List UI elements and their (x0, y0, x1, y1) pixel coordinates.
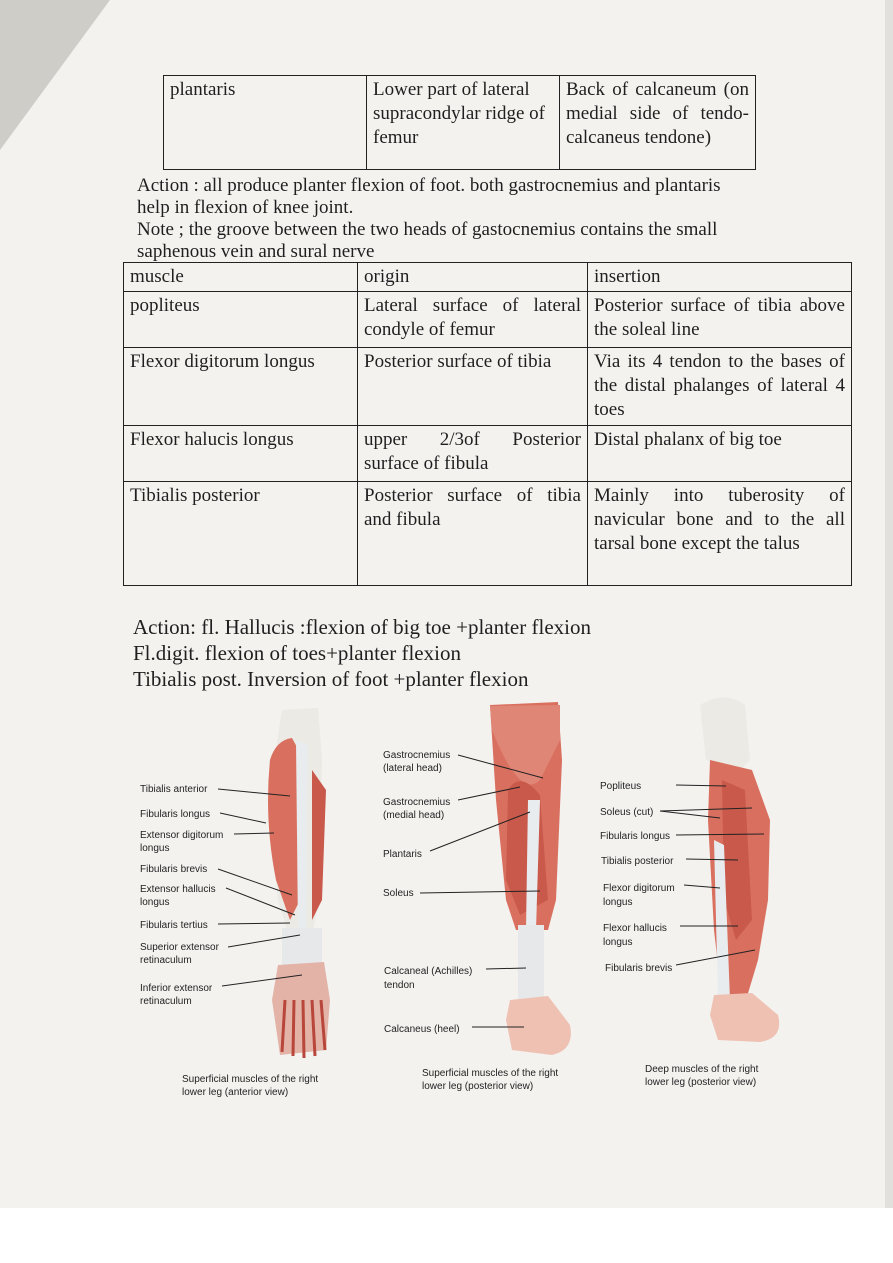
insertion-cell: Posterior surface of tibia above the soleal line (588, 292, 852, 348)
origin-cell: upper 2/3of Posterior surface of fibula (358, 426, 588, 482)
origin-cell: Lateral surface of lateral condyle of femur (358, 292, 588, 348)
action-line-tibialis: Tibialis post. Inversion of foot +planter flexion (133, 667, 529, 691)
figure-label: Calcaneal (Achilles) (384, 966, 473, 977)
figure-label: Plantaris (383, 849, 422, 860)
figure-caption: lower leg (anterior view) (182, 1087, 289, 1098)
figure-caption: Deep muscles of the right (645, 1064, 759, 1075)
muscle-cell: Flexor halucis longus (124, 426, 358, 482)
action-paragraph: Action : all produce planter flexion of foot. both gastrocnemius and plantaris help in flexion of knee joint. (137, 175, 721, 218)
origin-cell: Lower part of lateral supracondylar ridge of femur (367, 76, 560, 170)
note-paragraph: Note ; the groove between the two heads of gastocnemius contains the small saphenous vein and sural nerve (137, 219, 718, 262)
figure-caption: Superficial muscles of the right (422, 1068, 559, 1079)
figure-label: longus (140, 897, 170, 908)
figure-label: Fibularis tertius (140, 920, 208, 931)
header-insertion: insertion (588, 263, 852, 292)
figure-label: tendon (384, 980, 415, 991)
figure-label: Tibialis anterior (140, 784, 208, 795)
insertion-cell: Back of calcaneum (on medial side of tendo- calcaneus tendone) (560, 76, 756, 170)
figure-label: Inferior extensor (140, 983, 213, 994)
action-line-digitorum: Fl.digit. flexion of toes+planter flexion (133, 641, 461, 665)
deep-posterior-leg-figure (600, 698, 779, 1089)
figure-label: Fibularis longus (600, 831, 671, 842)
figure-label: (medial head) (383, 810, 445, 821)
figure-label: Superior extensor (140, 942, 219, 953)
figure-label: Fibularis longus (140, 809, 211, 820)
figure-label: Fibularis brevis (605, 963, 673, 974)
figure-label: Extensor hallucis (140, 884, 216, 895)
figure-caption: lower leg (posterior view) (645, 1077, 757, 1088)
figure-label: Flexor hallucis (603, 923, 667, 934)
insertion-cell: Mainly into tuberosity of navicular bone and to the all tarsal bone except the talus (588, 482, 852, 586)
figure-label: Extensor digitorum (140, 830, 224, 841)
figure-label: Soleus (cut) (600, 807, 654, 818)
figure-label: longus (603, 937, 633, 948)
origin-cell: Posterior surface of tibia and fibula (358, 482, 588, 586)
figure-caption: lower leg (posterior view) (422, 1081, 534, 1092)
figure-label: Tibialis posterior (601, 856, 674, 867)
figure-label: Popliteus (600, 781, 642, 792)
insertion-cell: Distal phalanx of big toe (588, 426, 852, 482)
anterior-leg-figure (140, 708, 330, 1098)
figure-label: retinaculum (140, 955, 192, 966)
figure-label: longus (140, 843, 170, 854)
figure-label: Calcaneus (heel) (384, 1024, 460, 1035)
muscle-cell: Tibialis posterior (124, 482, 358, 586)
muscle-cell: popliteus (124, 292, 358, 348)
posterior-leg-figure (383, 702, 571, 1092)
action-line-hallucis: Action: fl. Hallucis :flexion of big toe +planter flexion (133, 615, 591, 639)
insertion-cell: Via its 4 tendon to the bases of the distal phalanges of lateral 4 toes (588, 348, 852, 426)
header-origin: origin (358, 263, 588, 292)
figure-caption: Superficial muscles of the right (182, 1074, 319, 1085)
header-muscle: muscle (124, 263, 358, 292)
figure-label: retinaculum (140, 996, 192, 1007)
figure-label: (lateral head) (383, 763, 442, 774)
origin-cell: Posterior surface of tibia (358, 348, 588, 426)
figure-label: longus (603, 897, 633, 908)
figure-label: Gastrocnemius (383, 797, 451, 808)
figure-label: Gastrocnemius (383, 750, 451, 761)
muscle-cell: Flexor digitorum longus (124, 348, 358, 426)
muscle-cell: plantaris (164, 76, 367, 170)
figure-label: Fibularis brevis (140, 864, 208, 875)
figure-label: Flexor digitorum (603, 883, 675, 894)
figure-label: Soleus (383, 888, 414, 899)
